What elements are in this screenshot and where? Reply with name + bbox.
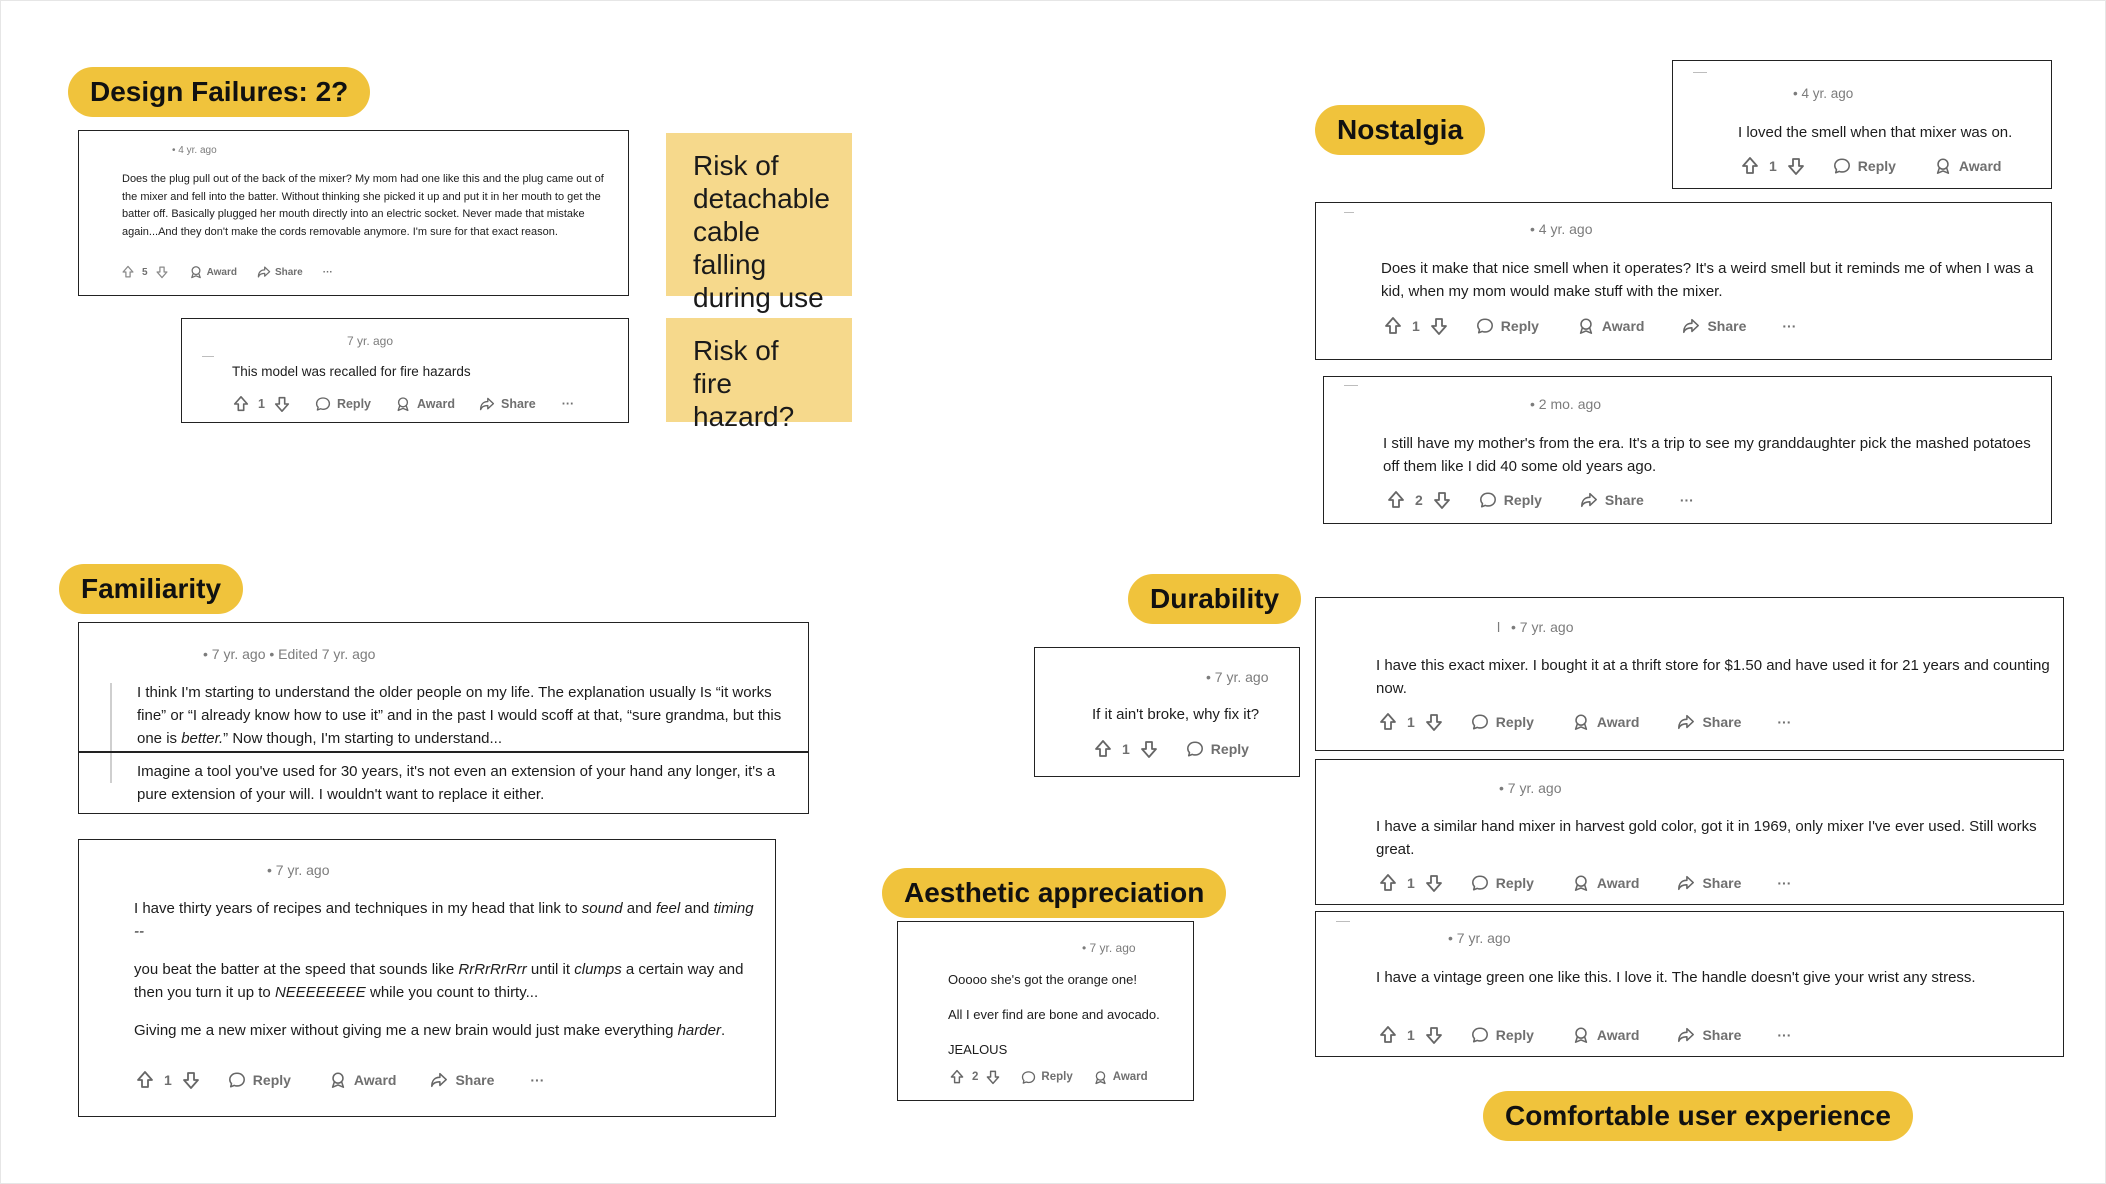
reply-bubble-icon bbox=[1833, 157, 1851, 175]
share-button[interactable] bbox=[1677, 713, 1741, 731]
comment-actions bbox=[135, 1070, 544, 1090]
paragraph-2: you beat the batter at the speed that sounds like RrRrRrRrr until it clumps a certain way and then you turn it up to NEEEEEEEE while you count to thirty... bbox=[134, 961, 744, 1001]
award-button[interactable] bbox=[189, 265, 237, 279]
award-button[interactable] bbox=[329, 1071, 397, 1089]
share-arrow-icon bbox=[430, 1071, 448, 1089]
reply-label: Reply bbox=[336, 397, 371, 411]
award-button[interactable] bbox=[1934, 157, 2002, 175]
reply-label: Reply bbox=[1500, 318, 1539, 334]
comment-prefix: l bbox=[1497, 619, 1501, 635]
reply-bubble-icon bbox=[1021, 1070, 1036, 1085]
reply-button[interactable] bbox=[1833, 157, 1896, 175]
comment-text: This model was recalled for fire hazards bbox=[232, 364, 471, 379]
share-button[interactable] bbox=[1677, 874, 1741, 892]
downvote-icon[interactable] bbox=[1432, 490, 1452, 510]
downvote-icon[interactable] bbox=[155, 265, 169, 279]
upvote-icon[interactable] bbox=[135, 1070, 155, 1090]
comment-text-line-2: All I ever find are bone and avocado. bbox=[948, 1007, 1160, 1022]
downvote-icon[interactable] bbox=[1786, 156, 1806, 176]
award-button[interactable] bbox=[1572, 713, 1640, 731]
comment-card-thrift bbox=[1315, 597, 2064, 751]
comment-timestamp: • 7 yr. ago bbox=[267, 862, 330, 878]
reply-button[interactable] bbox=[315, 396, 371, 412]
share-button[interactable] bbox=[1682, 317, 1746, 335]
vote-count: 2 bbox=[1415, 492, 1423, 508]
award-button[interactable] bbox=[1093, 1070, 1148, 1085]
reply-label: Reply bbox=[1495, 714, 1534, 730]
downvote-icon[interactable] bbox=[1429, 316, 1449, 336]
share-button[interactable] bbox=[1677, 1026, 1741, 1044]
share-arrow-icon bbox=[1677, 1026, 1695, 1044]
more-options-icon[interactable]: ··· bbox=[1679, 492, 1694, 508]
award-icon bbox=[329, 1071, 347, 1089]
award-label: Award bbox=[1958, 158, 2002, 174]
comment-text: I have a similar hand mixer in harvest gold color, got it in 1969, only mixer I've ever used. Still works great. bbox=[1376, 818, 2037, 858]
more-options-icon[interactable]: ··· bbox=[1777, 875, 1792, 891]
award-label: Award bbox=[206, 266, 237, 278]
more-options-icon[interactable]: ··· bbox=[530, 1072, 545, 1088]
reply-bubble-icon bbox=[1479, 491, 1497, 509]
award-icon bbox=[1934, 157, 1952, 175]
share-label: Share bbox=[1702, 714, 1742, 730]
upvote-icon[interactable] bbox=[1383, 316, 1403, 336]
vote-count: 1 bbox=[1769, 158, 1777, 174]
tag-aesthetic-appreciation: Aesthetic appreciation bbox=[882, 868, 1226, 918]
vote-count: 2 bbox=[972, 1071, 979, 1083]
comment-timestamp: • 4 yr. ago bbox=[1793, 86, 1854, 101]
tag-familiarity: Familiarity bbox=[59, 564, 243, 614]
avatar-placeholder bbox=[1336, 921, 1350, 922]
comment-timestamp: • 4 yr. ago bbox=[1530, 221, 1593, 237]
comment-text: I think I'm starting to understand the older people on my life. The explanation usually Is “it works fine” or “I already know how to use it” and in the past I would scoff at that, “sure grandma, but this one is better.” Now though, I'm starting to understand... bbox=[137, 684, 782, 747]
reply-bubble-icon bbox=[1471, 1026, 1489, 1044]
comment-text: Imagine a tool you've used for 30 years, it's not even an extension of your hand any longer, it's a pure extension of your will. I wouldn't want to replace it either. bbox=[137, 763, 776, 803]
avatar-placeholder bbox=[1344, 385, 1358, 386]
paragraph-1: I have thirty years of recipes and techniques in my head that link to sound and feel and timing -- bbox=[134, 900, 754, 940]
award-icon bbox=[1572, 874, 1590, 892]
award-label: Award bbox=[417, 397, 455, 411]
award-icon bbox=[1093, 1070, 1108, 1085]
comment-actions bbox=[1378, 712, 1791, 732]
comment-text: I still have my mother's from the era. It's a trip to see my granddaughter pick the mashed potatoes off them like I did 40 some old years ago. bbox=[1383, 435, 2031, 475]
upvote-icon[interactable] bbox=[1093, 739, 1113, 759]
reply-button[interactable] bbox=[1471, 874, 1534, 892]
comment-actions bbox=[1093, 739, 1249, 759]
reply-button[interactable] bbox=[228, 1071, 291, 1089]
reply-button[interactable] bbox=[1471, 1026, 1534, 1044]
comment-actions bbox=[232, 395, 574, 413]
vote-count: 1 bbox=[1407, 1027, 1415, 1043]
comment-text: I loved the smell when that mixer was on. bbox=[1738, 124, 2013, 141]
sticky-note-detachable-cable: Risk of detachable cable falling during use bbox=[666, 133, 852, 296]
comment-card-smell-long bbox=[1315, 202, 2052, 360]
more-options-icon[interactable]: ··· bbox=[1782, 318, 1797, 334]
comment-actions bbox=[1378, 1025, 1791, 1045]
share-label: Share bbox=[1604, 492, 1644, 508]
reply-label: Reply bbox=[1041, 1071, 1073, 1083]
comment-actions bbox=[1386, 490, 1694, 510]
comment-card-smell-short bbox=[1672, 60, 2052, 189]
award-label: Award bbox=[1596, 1027, 1640, 1043]
comment-card-recalled bbox=[181, 318, 629, 423]
downvote-icon[interactable] bbox=[985, 1069, 1001, 1085]
award-icon bbox=[1577, 317, 1595, 335]
comment-text: If it ain't broke, why fix it? bbox=[1092, 706, 1260, 723]
upvote-icon[interactable] bbox=[1386, 490, 1406, 510]
comment-text: I have a vintage green one like this. I love it. The handle doesn't give your wrist any stress. bbox=[1376, 969, 1976, 986]
award-icon bbox=[1572, 713, 1590, 731]
comment-text: Does it make that nice smell when it operates? It's a weird smell but it reminds me of when I was a kid, when my mom would make stuff with the mixer. bbox=[1381, 260, 2034, 300]
share-label: Share bbox=[1702, 1027, 1742, 1043]
comment-timestamp: • 7 yr. ago • Edited 7 yr. ago bbox=[203, 646, 376, 662]
comment-text-line-1: Ooooo she's got the orange one! bbox=[948, 972, 1137, 987]
comment-card-mother bbox=[1323, 376, 2052, 524]
avatar-placeholder bbox=[202, 356, 214, 357]
downvote-icon[interactable] bbox=[1424, 1025, 1444, 1045]
comment-card-broke bbox=[1034, 647, 1300, 777]
award-label: Award bbox=[353, 1072, 397, 1088]
reply-button[interactable] bbox=[1471, 713, 1534, 731]
share-arrow-icon bbox=[1677, 713, 1695, 731]
share-arrow-icon bbox=[257, 265, 271, 279]
reply-label: Reply bbox=[252, 1072, 291, 1088]
comment-actions bbox=[121, 265, 333, 279]
upvote-icon[interactable] bbox=[1740, 156, 1760, 176]
avatar-placeholder bbox=[1344, 212, 1354, 213]
vote-count: 1 bbox=[1407, 714, 1415, 730]
reply-label: Reply bbox=[1495, 1027, 1534, 1043]
share-label: Share bbox=[455, 1072, 495, 1088]
reply-bubble-icon bbox=[1476, 317, 1494, 335]
award-label: Award bbox=[1601, 318, 1645, 334]
award-label: Award bbox=[1596, 714, 1640, 730]
more-options-icon[interactable]: ··· bbox=[561, 397, 575, 411]
upvote-icon[interactable] bbox=[121, 265, 135, 279]
award-icon bbox=[1572, 1026, 1590, 1044]
downvote-icon[interactable] bbox=[273, 395, 291, 413]
comment-card-older-people-reply bbox=[78, 752, 809, 814]
reply-button[interactable] bbox=[1021, 1070, 1072, 1085]
tag-durability: Durability bbox=[1128, 574, 1301, 624]
upvote-icon[interactable] bbox=[1378, 712, 1398, 732]
share-label: Share bbox=[274, 266, 303, 278]
vote-count: 1 bbox=[1122, 741, 1130, 757]
comment-card-older-people bbox=[78, 622, 809, 752]
comment-timestamp: • 4 yr. ago bbox=[172, 145, 217, 156]
share-button[interactable] bbox=[479, 396, 536, 412]
comment-timestamp: • 7 yr. ago bbox=[1511, 619, 1574, 635]
share-arrow-icon bbox=[479, 396, 495, 412]
reply-button[interactable] bbox=[1479, 491, 1542, 509]
tag-design-failures: Design Failures: 2? bbox=[68, 67, 370, 117]
vote-count: 1 bbox=[1412, 318, 1420, 334]
comment-timestamp: 7 yr. ago bbox=[347, 334, 394, 348]
reply-button[interactable] bbox=[1186, 740, 1249, 758]
comment-actions bbox=[1740, 156, 2001, 176]
share-button[interactable] bbox=[1580, 491, 1644, 509]
vote-count: 5 bbox=[142, 266, 148, 278]
share-button[interactable] bbox=[257, 265, 303, 279]
downvote-icon[interactable] bbox=[1139, 739, 1159, 759]
upvote-icon[interactable] bbox=[232, 395, 250, 413]
upvote-icon[interactable] bbox=[1378, 1025, 1398, 1045]
share-label: Share bbox=[500, 397, 536, 411]
vote-count: 1 bbox=[1407, 875, 1415, 891]
comment-text-line-3: JEALOUS bbox=[948, 1042, 1008, 1057]
share-arrow-icon bbox=[1682, 317, 1700, 335]
sticky-note-fire-hazard: Risk of fire hazard? bbox=[666, 318, 852, 422]
more-options-icon[interactable]: ··· bbox=[322, 266, 333, 278]
downvote-icon[interactable] bbox=[1424, 712, 1444, 732]
reply-label: Reply bbox=[1210, 741, 1249, 757]
comment-text: I have this exact mixer. I bought it at a thrift store for $1.50 and have used it for 21 years and counting now. bbox=[1376, 657, 2050, 697]
vote-count: 1 bbox=[164, 1072, 172, 1088]
comment-text: Does the plug pull out of the back of the mixer? My mom had one like this and the plug came out of the mixer and fell into the batter. Without thinking she picked it up and put it in her mouth to get the batter off. Basically plugged her mouth directly into an electric socket. Never made that mistake again...And they don't make the cords removable anymore. I'm sure for that exact reason. bbox=[122, 173, 604, 238]
award-icon bbox=[395, 396, 411, 412]
comment-text bbox=[134, 897, 754, 1042]
reply-label: Reply bbox=[1495, 875, 1534, 891]
comment-timestamp: • 2 mo. ago bbox=[1530, 396, 1602, 412]
comment-card-recipes bbox=[78, 839, 776, 1117]
share-arrow-icon bbox=[1677, 874, 1695, 892]
share-arrow-icon bbox=[1580, 491, 1598, 509]
upvote-icon[interactable] bbox=[949, 1069, 965, 1085]
share-label: Share bbox=[1707, 318, 1747, 334]
reply-button[interactable] bbox=[1476, 317, 1539, 335]
award-icon bbox=[189, 265, 203, 279]
vote-count: 1 bbox=[258, 397, 265, 411]
reply-bubble-icon bbox=[1186, 740, 1204, 758]
award-button[interactable] bbox=[1572, 874, 1640, 892]
award-label: Award bbox=[1112, 1071, 1148, 1083]
comment-actions bbox=[949, 1069, 1148, 1085]
downvote-icon[interactable] bbox=[181, 1070, 201, 1090]
reply-label: Reply bbox=[1503, 492, 1542, 508]
share-label: Share bbox=[1702, 875, 1742, 891]
comment-card-plug bbox=[78, 130, 629, 296]
thread-line bbox=[110, 683, 112, 751]
share-button[interactable] bbox=[430, 1071, 494, 1089]
comment-card-harvest bbox=[1315, 759, 2064, 905]
comment-timestamp: • 7 yr. ago bbox=[1448, 930, 1511, 946]
comment-card-orange bbox=[897, 921, 1194, 1101]
comment-actions bbox=[1383, 316, 1796, 336]
tag-nostalgia: Nostalgia bbox=[1315, 105, 1485, 155]
more-options-icon[interactable]: ··· bbox=[1777, 714, 1792, 730]
award-button[interactable] bbox=[1577, 317, 1645, 335]
reply-bubble-icon bbox=[315, 396, 331, 412]
thread-line bbox=[110, 753, 112, 783]
paragraph-3: Giving me a new mixer without giving me a new brain would just make everything harder. bbox=[134, 1022, 726, 1039]
reply-bubble-icon bbox=[1471, 874, 1489, 892]
avatar-placeholder bbox=[1693, 72, 1707, 73]
reply-bubble-icon bbox=[1471, 713, 1489, 731]
reply-label: Reply bbox=[1857, 158, 1896, 174]
comment-timestamp: • 7 yr. ago bbox=[1499, 780, 1562, 796]
comment-timestamp: • 7 yr. ago bbox=[1082, 941, 1136, 955]
comment-timestamp: • 7 yr. ago bbox=[1206, 669, 1269, 685]
award-button[interactable] bbox=[395, 396, 455, 412]
more-options-icon[interactable]: ··· bbox=[1777, 1027, 1792, 1043]
downvote-icon[interactable] bbox=[1424, 873, 1444, 893]
upvote-icon[interactable] bbox=[1378, 873, 1398, 893]
award-button[interactable] bbox=[1572, 1026, 1640, 1044]
tag-comfortable-user-experience: Comfortable user experience bbox=[1483, 1091, 1913, 1141]
comment-card-vintage bbox=[1315, 911, 2064, 1057]
reply-bubble-icon bbox=[228, 1071, 246, 1089]
award-label: Award bbox=[1596, 875, 1640, 891]
comment-actions bbox=[1378, 873, 1791, 893]
